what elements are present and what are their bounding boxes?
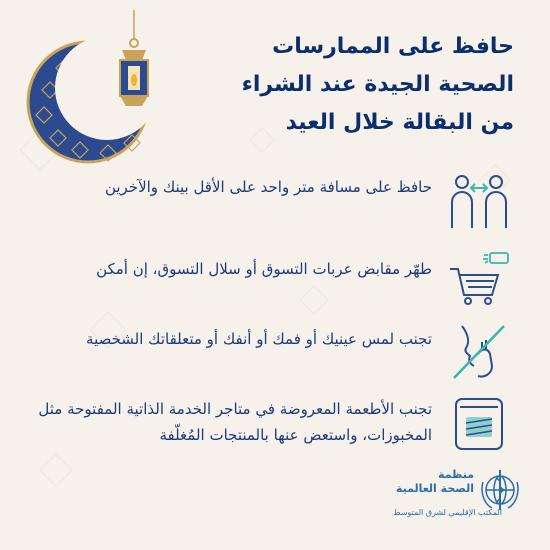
tip-text: تجنب لمس عينيك أو فمك أو أنفك أو متعلقاتك الشخصية [86, 330, 432, 348]
page-title [214, 28, 514, 142]
title-line-3: من البقالة خلال العيد [285, 110, 514, 135]
logo-line-1: منظمة [437, 468, 474, 481]
logo-line-3: المكتب الإقليمي لشرق المتوسط [393, 508, 502, 517]
title-line-1: حافظ على الممارسات [272, 34, 514, 59]
distance-icon [448, 172, 510, 234]
title-line-2: الصحية الجيدة عند الشراء [241, 72, 514, 97]
tip-text: حافظ على مسافة متر واحد على الأقل بينك والآخرين [104, 178, 432, 196]
cart-disinfect-icon [448, 247, 510, 309]
packaged-food-icon [448, 393, 510, 455]
logo-line-2: الصحة العالمية [395, 482, 474, 495]
tip-text: تجنب الأطعمة المعروضة في متاجر الخدمة الذاتية المفتوحة مثل المخبوزات، واستعض عنها بالمنتجات المُغلّفة [38, 400, 432, 444]
tip-text: طهّر مقابض عربات التسوق أو سلال التسوق، إن أمكن [96, 260, 432, 278]
who-emro-logo [372, 468, 522, 528]
no-touch-face-icon [448, 320, 510, 382]
ramadan-lantern-moon-icon [22, 10, 172, 170]
who-emblem-icon [478, 468, 522, 512]
